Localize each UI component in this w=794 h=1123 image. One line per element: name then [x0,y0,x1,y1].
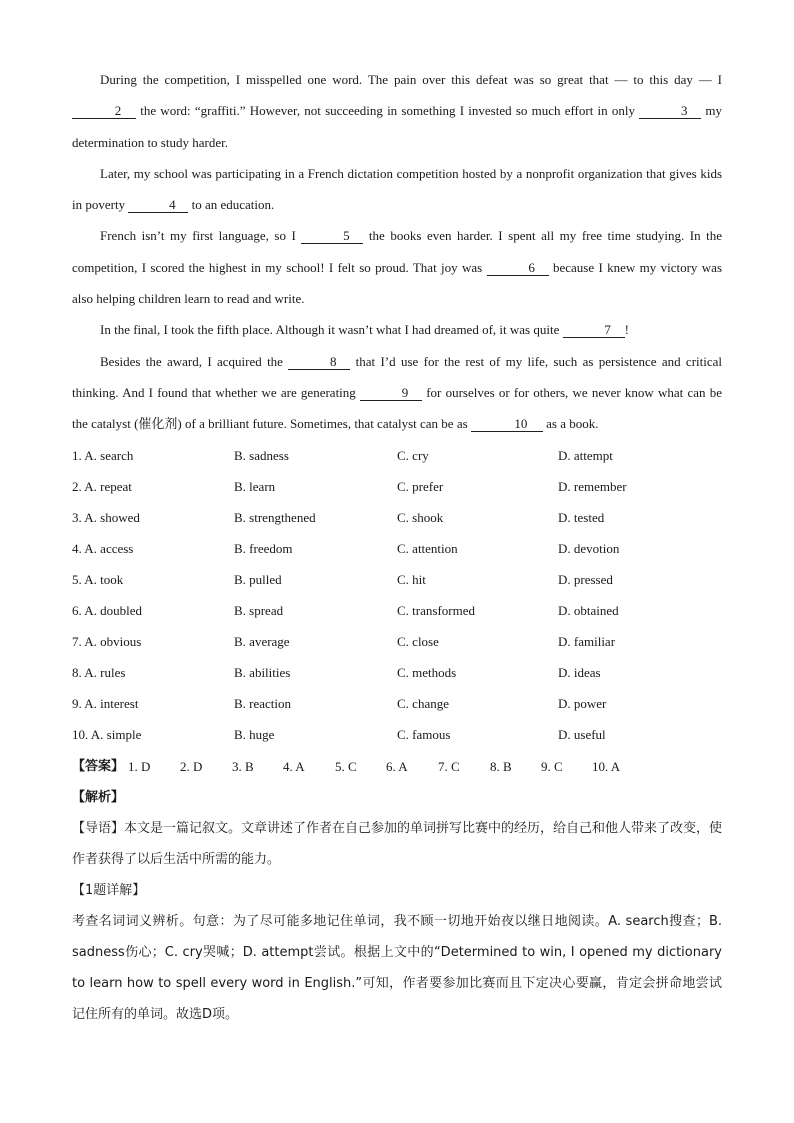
option-c: C. famous [397,727,451,743]
answer-item: 2. D [180,758,203,774]
option-c: C. change [397,696,449,712]
options-list [72,440,722,751]
guide-text: 【导语】本文是一篇记叙文。文章讲述了作者在自己参加的单词拼写比赛中的经历，给自己和他人带来了改变，使作者获得了以后生活中所需的能力。 [72,820,723,867]
option-a: 1. A. search [72,447,134,463]
option-b: B. learn [234,478,276,494]
detail-heading: 【1题详解】 [72,882,146,898]
option-a: 8. A. rules [72,665,126,681]
option-d: D. familiar [558,634,616,650]
option-b: B. pulled [234,571,282,587]
option-b: B. average [234,634,290,650]
option-b: B. freedom [234,540,293,556]
blank-9: 9 [360,386,422,401]
passage-text: my determination to study harder. [72,103,723,150]
option-c: C. methods [397,665,457,681]
passage-paragraph-3 [72,220,722,314]
option-a: 3. A. showed [72,509,140,525]
option-row [72,657,722,688]
blank-5: 5 [301,229,363,244]
option-row [72,688,722,719]
answer-item: 8. B [490,758,512,774]
option-a: 10. A. simple [72,727,142,743]
option-b: B. abilities [234,665,291,681]
option-b: B. strengthened [234,509,316,525]
option-b: B. spread [234,603,284,619]
option-c: C. close [397,634,439,650]
option-row [72,595,722,626]
passage-text: French isn’t my first language, so I [100,228,296,244]
option-row [72,626,722,657]
passage-text: as a book. [546,416,599,432]
passage-text: Later, my school was participating in a French dictation competition hosted by a nonprofit organization that gives kids in poverty [72,165,722,213]
option-d: D. power [558,696,607,712]
passage-text: because I knew my victory was also helping children learn to read and write. [72,259,723,307]
document-page [72,64,722,1030]
option-row [72,471,722,502]
passage-text: ! [624,322,629,338]
passage-text: for ourselves or for others, we never know what can be the catalyst (催化剂) of a brilliant future. Sometimes, that catalyst can be as [72,384,722,432]
passage-paragraph-4 [72,314,722,345]
passage-text: During the competition, I misspelled one word. The pain over this defeat was so great that — to this day — I [100,72,722,87]
option-a: 9. A. interest [72,696,139,712]
answer-item: 6. A [386,758,408,774]
option-d: D. attempt [558,447,613,463]
answer-item: 1. D [128,758,151,774]
option-c: C. hit [397,571,426,587]
passage-paragraph-2 [72,158,722,221]
option-row [72,533,722,564]
passage-text: the word: “graffiti.” However, not succeeding in something I invested so much effort in only [140,103,635,119]
answer-item: 3. B [232,758,254,774]
passage-text: In the final, I took the fifth place. Although it wasn’t what I had dreamed of, it was quite [100,322,560,338]
blank-10: 10 [471,417,543,432]
option-a: 2. A. repeat [72,478,132,494]
passage-text: to an education. [191,197,275,213]
blank-3: 3 [639,104,701,119]
answer-item: 7. C [438,758,460,774]
answer-key [72,751,722,782]
answer-item: 9. C [541,758,563,774]
passage-paragraph-1 [72,64,722,158]
blank-7: 7 [563,323,625,338]
answer-item: 4. A [283,758,305,774]
option-c: C. attention [397,540,458,556]
detail-text: 考查名词词义辨析。句意：为了尽可能多地记住单词，我不顾一切地开始夜以继日地阅读。A. search搜查；B. sadness伤心；C. cry哭喊；D. attempt尝试。根据上文中的“Determined to win, I opened my dictionary to learn how to spell every word in English.”可知，作者要参加比赛而且下定决心要赢，肯定会拼命地尝试记住所有的单词。故选D项。 [72,913,722,1022]
option-b: B. reaction [234,696,292,712]
passage-text: that I’d use for the rest of my life, such as persistence and critical thinking. And I found that whether we are generating [72,353,723,400]
passage-text: Besides the award, I acquired the [100,353,283,369]
option-d: D. useful [558,727,606,743]
passage-paragraph-5 [72,346,722,440]
answer-label: 【答案】 [72,758,125,774]
option-c: C. prefer [397,478,444,494]
option-b: B. sadness [234,447,289,463]
option-d: D. ideas [558,665,601,681]
analysis-heading: 【解析】 [72,789,125,805]
answer-item: 5. C [335,758,357,774]
option-d: D. remember [558,478,627,494]
option-row [72,719,722,750]
option-d: D. tested [558,509,605,525]
option-c: C. shook [397,509,444,525]
option-a: 6. A. doubled [72,603,143,619]
option-row [72,564,722,595]
option-d: D. devotion [558,540,620,556]
option-d: D. obtained [558,603,619,619]
option-c: C. cry [397,447,429,463]
option-c: C. transformed [397,603,475,619]
option-a: 4. A. access [72,540,134,556]
option-a: 5. A. took [72,571,124,587]
option-row [72,502,722,533]
option-d: D. pressed [558,571,613,587]
blank-8: 8 [288,355,350,370]
blank-6: 6 [487,261,549,276]
answer-item: 10. A [592,758,621,774]
blank-2: 2 [72,104,136,119]
option-a: 7. A. obvious [72,634,142,650]
blank-4: 4 [128,198,188,213]
option-b: B. huge [234,727,275,743]
option-row [72,440,722,471]
passage-text: the books even harder. I spent all my free time studying. In the competition, I scored the highest in my school! I felt so proud. That joy was [72,228,723,275]
